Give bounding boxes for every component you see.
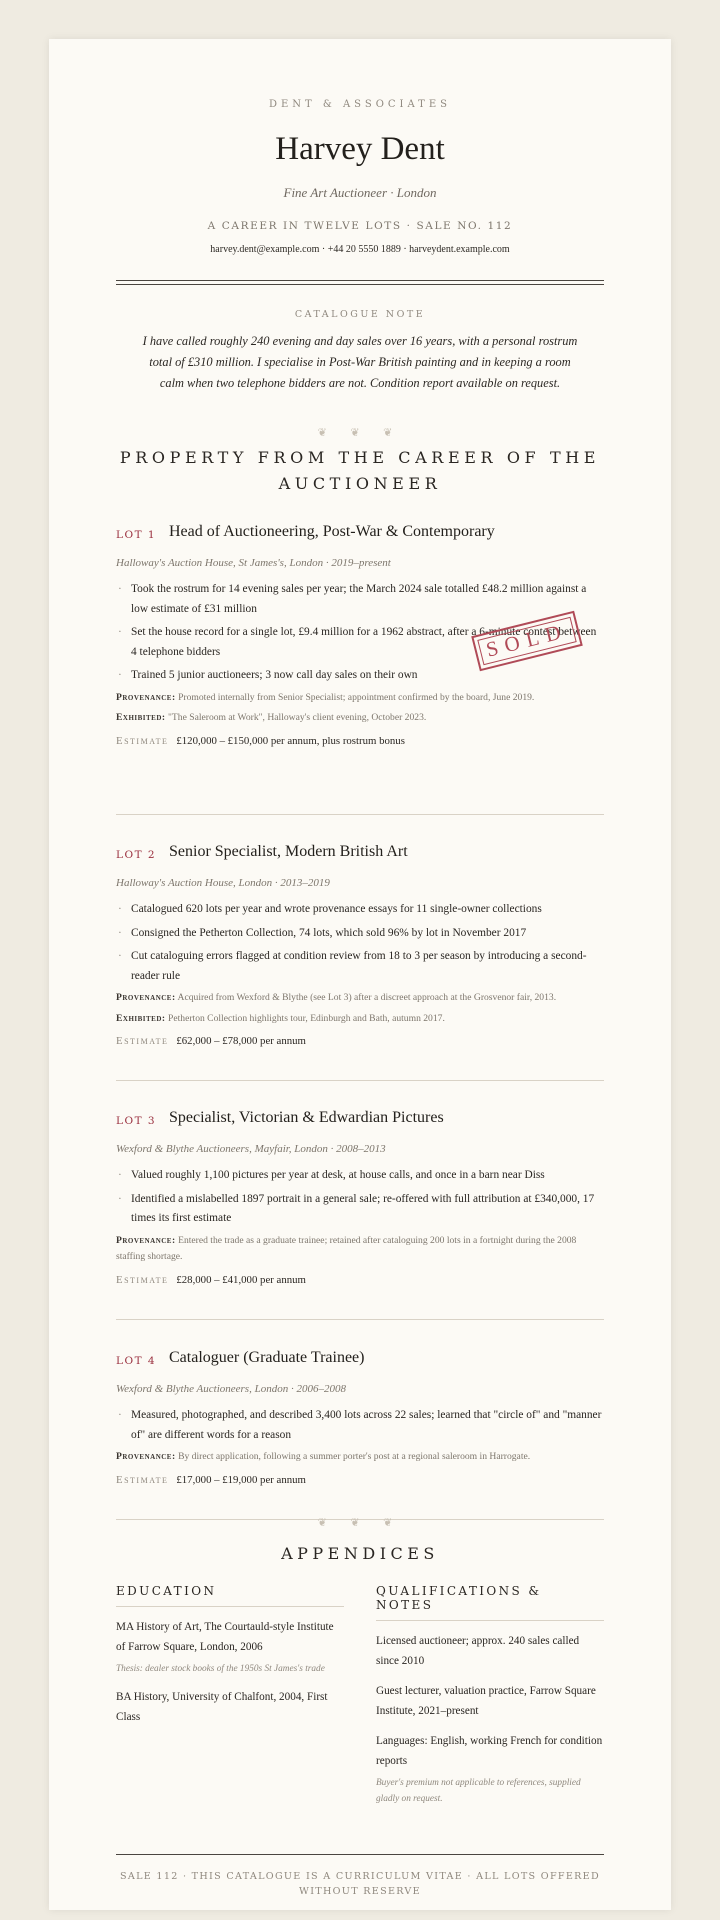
- note-label: Provenance:: [116, 1234, 176, 1246]
- estimate-label: Estimate: [116, 734, 169, 747]
- lot-organisation: Halloway's Auction House, St James's, London · 2019–present: [116, 557, 391, 569]
- footer-rule: [116, 1854, 604, 1855]
- education-item: MA History of Art, The Courtauld-style Institute of Farrow Square, London, 2006: [116, 1621, 334, 1653]
- footer-text: SALE 112 · THIS CATALOGUE IS A CURRICULUM VITAE · ALL LOTS OFFERED WITHOUT RESERVE: [120, 1871, 600, 1897]
- exhibited-note: [116, 710, 604, 727]
- lot-4: [116, 1349, 604, 1486]
- list-item: · Consigned the Petherton Collection, 74 lots, which sold 96% by lot in November 2017: [116, 924, 604, 944]
- exhibited-note: [116, 1011, 604, 1028]
- list-item: · Took the rostrum for 14 evening sales per year; the March 2024 sale totalled £48.2 million against a low estimate of £31 million: [116, 580, 604, 619]
- note-text: Entered the trade as a graduate trainee; retained after cataloguing 200 lots in a fortnight during the 2008 staffing shortage.: [116, 1234, 577, 1262]
- lot-separator: [116, 814, 604, 815]
- sold-stamp: SOLD: [471, 611, 583, 672]
- estimate-value: £62,000 – £78,000 per annum: [176, 1035, 306, 1047]
- lot-number: LOT 2: [116, 849, 157, 861]
- ornament-divider: ❦ ❦ ❦: [317, 1516, 403, 1529]
- list-item: · Set the house record for a single lot, £9.4 million for a 1962 abstract, after a 6-minute contest between 4 telephone bidders: [116, 623, 604, 662]
- qualification-item: Languages: English, working French for condition reports: [376, 1735, 603, 1767]
- list-item: · Measured, photographed, and described 3,400 lots across 22 sales; learned that "circle of" and "manner of" are different words for a reason: [116, 1406, 604, 1445]
- lot-number: LOT 4: [116, 1355, 157, 1367]
- estimate-label: Estimate: [116, 1273, 169, 1286]
- qualification-note: Buyer's premium not applicable to references, supplied gladly on request.: [376, 1778, 581, 1804]
- lot-title: Specialist, Victorian & Edwardian Pictures: [169, 1109, 444, 1126]
- provenance-note: [116, 1449, 604, 1466]
- note-label: Exhibited:: [116, 1012, 166, 1024]
- lot-title: Senior Specialist, Modern British Art: [169, 843, 408, 860]
- list-item: · Trained 5 junior auctioneers; 3 now call day sales on their own: [116, 666, 604, 686]
- estimate-label: Estimate: [116, 1473, 169, 1486]
- lot-2: [116, 843, 604, 1047]
- note-label: Provenance:: [116, 992, 176, 1003]
- qualification-item: Licensed auctioneer; approx. 240 sales called since 2010: [376, 1635, 580, 1667]
- note-text: Acquired from Wexford & Blythe (see Lot 3) after a discreet approach at the Grosvenor fair, 2013.: [177, 992, 557, 1003]
- catalogue-note-heading: CATALOGUE NOTE: [294, 309, 426, 320]
- lot-organisation: Halloway's Auction House, London · 2013–2019: [116, 877, 330, 889]
- qualifications-heading: QUALIFICATIONS & NOTES: [376, 1584, 604, 1621]
- header-double-rule: [116, 280, 604, 285]
- lot-number: LOT 3: [116, 1115, 157, 1127]
- education-heading: EDUCATION: [116, 1584, 344, 1607]
- estimate: [116, 1035, 604, 1047]
- provenance-note: [116, 1233, 604, 1266]
- tagline: Fine Art Auctioneer · London: [283, 185, 437, 200]
- lot-bullets: [116, 1406, 604, 1445]
- qualifications-column: [376, 1584, 604, 1807]
- appendices-title: APPENDICES: [281, 1544, 439, 1563]
- lot-title: Cataloguer (Graduate Trainee): [169, 1349, 365, 1366]
- provenance-note: [116, 990, 604, 1007]
- candidate-name: Harvey Dent: [275, 131, 445, 167]
- estimate-label: Estimate: [116, 1035, 169, 1047]
- catalogue-note-text: I have called roughly 240 evening and day sales over 16 years, with a personal rostrum total of £310 million. I specialise in Post-War British painting and in keeping a room calm when two telephone bidders are not. Condition report available on request.: [142, 334, 578, 390]
- note-label: Provenance:: [116, 691, 176, 703]
- note-label: Exhibited:: [116, 712, 166, 723]
- note-text: Petherton Collection highlights tour, Edinburgh and Bath, autumn 2017.: [168, 1012, 445, 1024]
- note-label: Provenance:: [116, 1451, 176, 1462]
- note-text: By direct application, following a summer porter's post at a regional saleroom in Harrogate.: [178, 1451, 531, 1462]
- list-item: · Catalogued 620 lots per year and wrote provenance essays for 11 single-owner collections: [116, 900, 604, 920]
- estimate: [116, 1474, 604, 1486]
- note-text: "The Saleroom at Work", Halloway's client evening, October 2023.: [168, 712, 427, 723]
- list-item: · Cut cataloguing errors flagged at condition review from 18 to 3 per season by introducing a second-reader rule: [116, 947, 604, 986]
- education-item: BA History, University of Chalfont, 2004, First Class: [116, 1691, 328, 1723]
- estimate: [116, 1274, 604, 1286]
- estimate: [116, 735, 604, 747]
- page-sheet: [49, 39, 671, 1910]
- contact-line[interactable]: harvey.dent@example.com · +44 20 5550 1889 · harveydent.example.com: [210, 244, 510, 255]
- qualification-item: Guest lecturer, valuation practice, Farrow Square Institute, 2021–present: [376, 1685, 596, 1717]
- note-text: Promoted internally from Senior Specialist; appointment confirmed by the board, June 2019.: [178, 691, 535, 703]
- lot-title: Head of Auctioneering, Post-War & Contemporary: [169, 523, 495, 540]
- estimate-value: £17,000 – £19,000 per annum: [176, 1473, 306, 1486]
- lot-separator: [116, 1080, 604, 1081]
- lot-organisation: Wexford & Blythe Auctioneers, London · 2006–2008: [116, 1383, 346, 1395]
- lot-organisation: Wexford & Blythe Auctioneers, Mayfair, London · 2008–2013: [116, 1143, 386, 1155]
- lot-bullets: [116, 1166, 604, 1229]
- estimate-value: £28,000 – £41,000 per annum: [176, 1273, 306, 1286]
- firm-name: DENT & ASSOCIATES: [268, 99, 452, 110]
- lot-bullets: [116, 900, 604, 986]
- lot-3: [116, 1109, 604, 1286]
- sale-line: A CAREER IN TWELVE LOTS · SALE NO. 112: [207, 220, 513, 232]
- ornament-divider: ❦ ❦ ❦: [317, 426, 403, 439]
- lot-separator: [116, 1319, 604, 1320]
- estimate-value: £120,000 – £150,000 per annum, plus rostrum bonus: [176, 734, 405, 747]
- lot-number: LOT 1: [116, 529, 157, 541]
- education-column: [116, 1584, 344, 1727]
- section-title: PROPERTY FROM THE CAREER OF THE AUCTIONEER: [119, 448, 601, 493]
- list-item: · Valued roughly 1,100 pictures per year at desk, at house calls, and once in a barn near Diss: [116, 1166, 604, 1186]
- list-item: · Identified a mislabelled 1897 portrait in a general sale; re-offered with full attribution at £340,000, 17 times its first estimate: [116, 1190, 604, 1229]
- education-thesis: Thesis: dealer stock books of the 1950s St James's trade: [116, 1664, 325, 1674]
- provenance-note: [116, 690, 604, 707]
